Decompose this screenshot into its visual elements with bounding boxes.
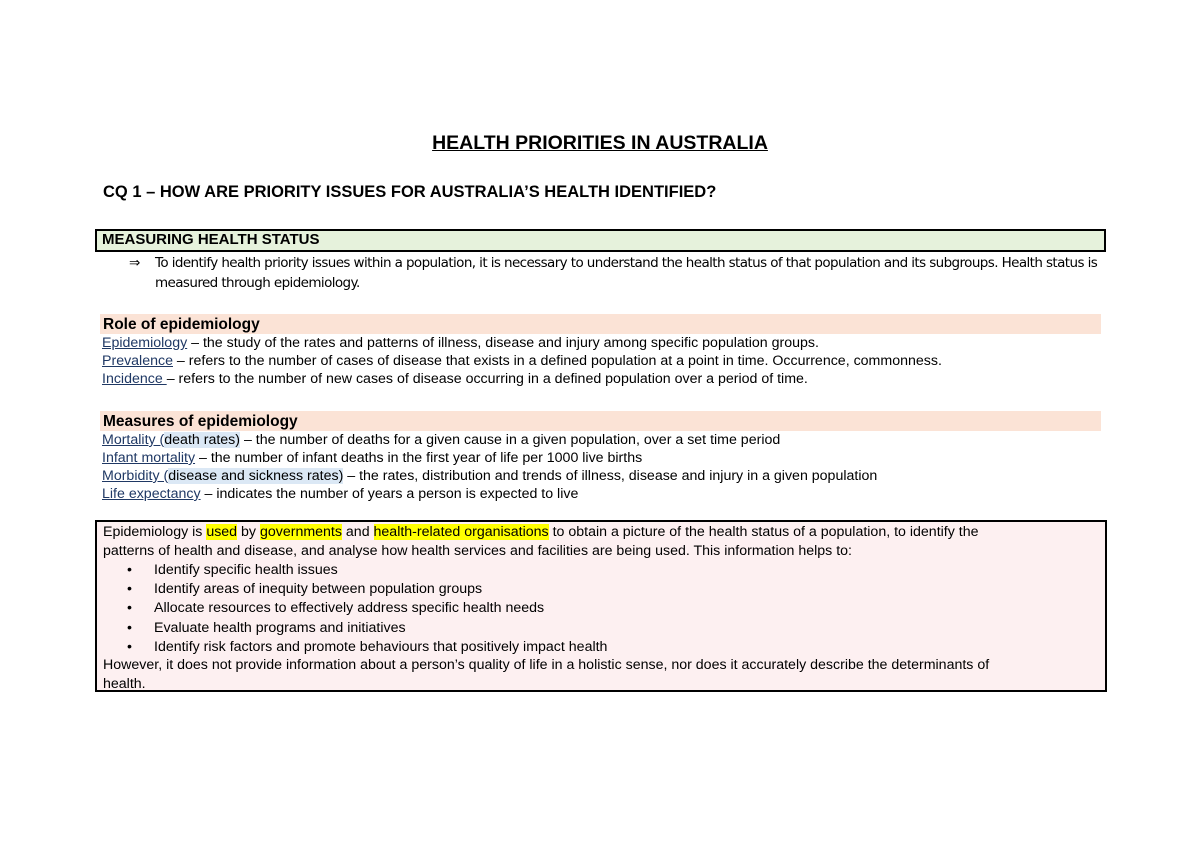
measure-term-detail: death rates) [164, 432, 240, 448]
measure-term: Infant mortality [102, 450, 196, 466]
summary-text: to obtain a picture of the health status of a population, to identify the [548, 524, 979, 540]
arrow-list-item [129, 253, 1104, 293]
summary-box [95, 520, 1107, 692]
list-item [127, 599, 607, 618]
list-item [127, 561, 607, 580]
summary-closing-line1: However, it does not provide information about a person’s quality of life in a holistic sense, nor does it accurately describe the determinants of [103, 657, 990, 673]
list-item-text: Evaluate health programs and initiatives [154, 619, 406, 636]
definition-term: Prevalence [102, 353, 173, 369]
bullet-icon: • [127, 581, 132, 598]
definition-line [102, 334, 819, 352]
summary-text: and [341, 524, 374, 540]
right-arrow-icon: ⇒ [129, 255, 140, 271]
definition-line [102, 352, 942, 370]
summary-text: by [237, 524, 260, 540]
section-heading-box [95, 229, 1106, 252]
list-item [127, 619, 607, 638]
measure-text: – the rates, distribution and trends of illness, disease and injury in a given population [343, 468, 878, 484]
definition-text: – the study of the rates and patterns of illness, disease and injury among specific population groups. [187, 335, 819, 351]
measure-text: – indicates the number of years a person is expected to live [200, 486, 579, 502]
definition-text: – refers to the number of cases of disease that exists in a defined population at a point in time. Occurrence, commonness. [172, 353, 942, 369]
highlight-organisations: health-related organisations [373, 524, 549, 540]
measure-line [102, 467, 877, 485]
role-subheading: Role of epidemiology [100, 314, 1101, 334]
summary-closing-line2: health. [103, 675, 146, 692]
measure-line [102, 485, 578, 503]
definition-text: – refers to the number of new cases of disease occurring in a defined population over a period of time. [166, 371, 808, 387]
definition-line [102, 370, 808, 388]
section-heading: MEASURING HEALTH STATUS [102, 231, 320, 248]
definition-term: Epidemiology [102, 335, 188, 351]
summary-paragraph-line1 [103, 523, 1103, 542]
definition-term: Incidence [102, 371, 167, 387]
measure-term-detail: disease and sickness rates) [168, 468, 344, 484]
bullet-icon: • [127, 638, 132, 655]
measure-text: – the number of deaths for a given cause in a given population, over a set time period [240, 432, 781, 448]
arrow-item-text-line2: measured through epidemiology. [155, 275, 360, 291]
measure-line [102, 449, 642, 467]
highlight-used: used [206, 524, 238, 540]
list-item [127, 580, 607, 599]
document-title: HEALTH PRIORITIES IN AUSTRALIA [432, 132, 768, 154]
arrow-item-text-line1: To identify health priority issues within a population, it is necessary to understand the health status of that population and its subgroups. Health status is [155, 255, 1098, 271]
measures-subheading: Measures of epidemiology [100, 411, 1101, 431]
bullet-icon: • [127, 562, 132, 578]
highlight-governments: governments [259, 524, 342, 540]
measure-line [102, 431, 780, 449]
list-item-text: Identify areas of inequity between population groups [154, 581, 483, 598]
measure-term: Morbidity ( [102, 468, 169, 484]
content-question-heading: CQ 1 – HOW ARE PRIORITY ISSUES FOR AUSTRALIA’S HEALTH IDENTIFIED? [103, 183, 717, 201]
measure-text: – the number of infant deaths in the first year of life per 1000 live births [195, 450, 643, 466]
list-item-text: Identify risk factors and promote behaviours that positively impact health [154, 638, 608, 655]
bullet-icon: • [127, 600, 132, 617]
summary-paragraph-line2: patterns of health and disease, and analyse how health services and facilities are being used. This information helps to: [103, 542, 852, 559]
bullet-icon: • [127, 619, 132, 636]
measure-term: Life expectancy [102, 486, 201, 502]
bullet-list [127, 561, 607, 657]
summary-text: Epidemiology is [103, 524, 207, 540]
list-item [127, 638, 607, 657]
measure-term: Mortality ( [102, 432, 165, 448]
list-item-text: Allocate resources to effectively address specific health needs [154, 600, 545, 617]
list-item-text: Identify specific health issues [154, 562, 338, 578]
